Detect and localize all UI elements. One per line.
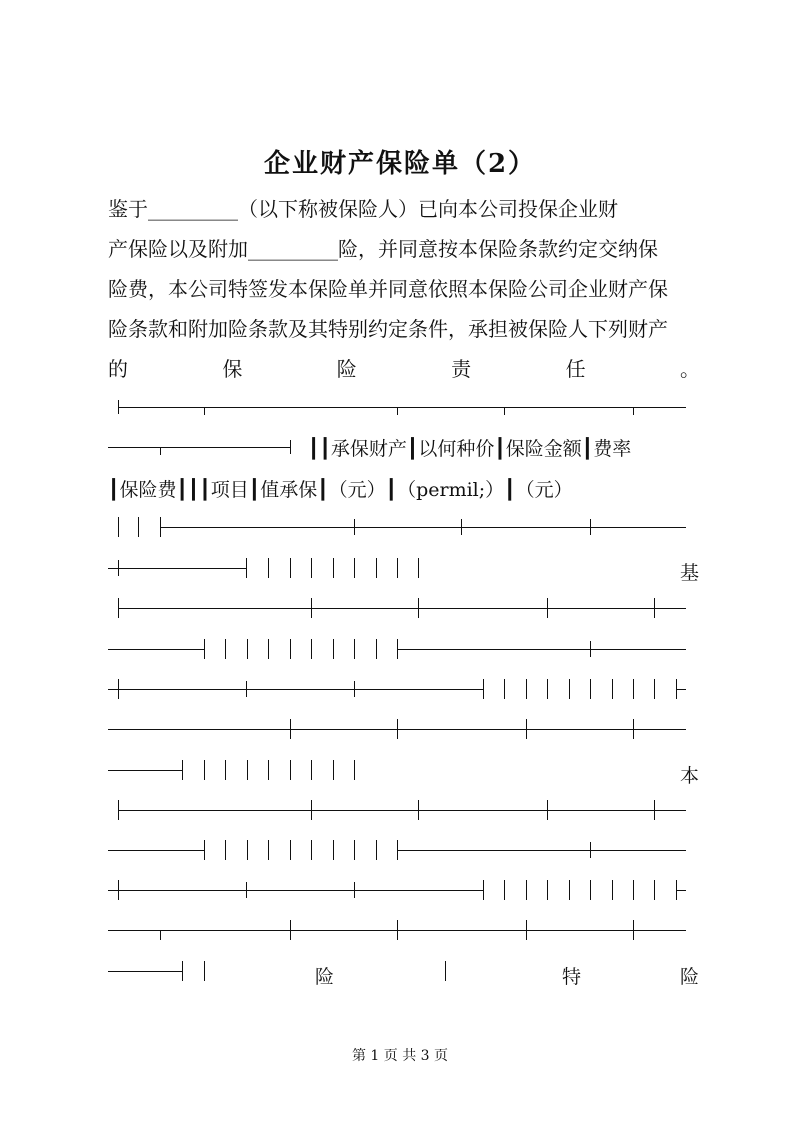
table-tick bbox=[290, 440, 291, 454]
table-rule bbox=[160, 527, 686, 528]
table-tick bbox=[590, 880, 591, 900]
paragraph-line: 鉴于_________（以下称被保险人）已向本公司投保企业财 bbox=[108, 197, 618, 221]
table-tick bbox=[418, 598, 419, 618]
justified-char: 保 bbox=[222, 357, 243, 381]
table-rule bbox=[108, 689, 484, 690]
table-tick bbox=[418, 800, 419, 820]
table-tick bbox=[246, 882, 247, 898]
table-tick bbox=[376, 639, 377, 659]
table-tick bbox=[526, 719, 527, 739]
table-rule bbox=[118, 608, 686, 609]
table-tick bbox=[633, 920, 634, 940]
table-tick bbox=[504, 407, 505, 415]
justified-char: 责 bbox=[451, 357, 472, 381]
table-tick bbox=[290, 840, 291, 860]
table-tick bbox=[590, 842, 591, 858]
paragraph-justified-line bbox=[108, 353, 700, 382]
table-tick bbox=[204, 407, 205, 415]
table-tick bbox=[397, 407, 398, 415]
page-footer: 第 1 页 共 3 页 bbox=[351, 1048, 449, 1064]
table-tick bbox=[397, 719, 398, 739]
table-rule bbox=[108, 447, 290, 448]
table-tick bbox=[590, 519, 591, 535]
table-tick bbox=[654, 598, 655, 618]
table-tick bbox=[654, 800, 655, 820]
table-tick bbox=[590, 679, 591, 699]
table-tick bbox=[204, 840, 205, 860]
table-rule bbox=[676, 689, 686, 690]
table-tick bbox=[526, 920, 527, 940]
table-tick bbox=[354, 639, 355, 659]
table-rule bbox=[108, 568, 246, 569]
table-tick bbox=[118, 598, 119, 618]
table-tick bbox=[526, 880, 527, 900]
table-tick bbox=[204, 760, 205, 780]
table-tick bbox=[311, 840, 312, 860]
table-rule bbox=[108, 890, 484, 891]
table-tick bbox=[654, 679, 655, 699]
table-tick bbox=[333, 558, 334, 578]
table-tick bbox=[118, 517, 119, 537]
table-tick bbox=[290, 558, 291, 578]
table-tick bbox=[483, 880, 484, 900]
table-tick bbox=[483, 679, 484, 699]
table-tick bbox=[247, 639, 248, 659]
side-label-ji: 基 bbox=[680, 562, 700, 584]
table-tick bbox=[354, 519, 355, 535]
table-tick bbox=[247, 840, 248, 860]
table-tick bbox=[654, 880, 655, 900]
page-title: 企业财产保险单（2） bbox=[263, 149, 537, 179]
table-tick bbox=[547, 679, 548, 699]
justified-char: 的 bbox=[108, 357, 128, 381]
table-tick bbox=[268, 558, 269, 578]
table-tick bbox=[569, 880, 570, 900]
table-tick bbox=[246, 681, 247, 697]
table-tick bbox=[633, 679, 634, 699]
table-tick bbox=[333, 760, 334, 780]
table-rule bbox=[118, 810, 686, 811]
table-tick bbox=[547, 880, 548, 900]
bottom-label-xian: 险 bbox=[315, 966, 335, 988]
justified-char: 险 bbox=[336, 357, 357, 381]
table-tick bbox=[418, 558, 419, 578]
table-tick bbox=[311, 760, 312, 780]
table-tick bbox=[333, 639, 334, 659]
table-tick bbox=[290, 719, 291, 739]
table-tick bbox=[268, 639, 269, 659]
table-tick bbox=[160, 447, 161, 455]
table-tick bbox=[354, 760, 355, 780]
table-tick bbox=[225, 840, 226, 860]
table-tick bbox=[268, 840, 269, 860]
table-tick bbox=[612, 679, 613, 699]
table-tick bbox=[182, 760, 183, 780]
table-rule bbox=[108, 971, 182, 972]
table-tick bbox=[354, 681, 355, 697]
table-tick bbox=[633, 407, 634, 415]
table-tick bbox=[246, 558, 247, 578]
table-tick bbox=[118, 560, 119, 576]
bottom-label-te: 特 bbox=[562, 966, 582, 988]
table-tick bbox=[397, 558, 398, 578]
table-rule bbox=[108, 850, 204, 851]
table-tick bbox=[547, 598, 548, 618]
table-rule bbox=[108, 649, 204, 650]
table-tick bbox=[204, 639, 205, 659]
justified-char: 。 bbox=[679, 357, 700, 381]
table-tick bbox=[526, 679, 527, 699]
table-tick bbox=[247, 760, 248, 780]
table-rule bbox=[397, 850, 686, 851]
table-tick bbox=[118, 679, 119, 699]
table-tick bbox=[225, 639, 226, 659]
table-tick bbox=[290, 639, 291, 659]
table-tick bbox=[633, 880, 634, 900]
table-tick bbox=[311, 639, 312, 659]
table-tick bbox=[547, 800, 548, 820]
table-tick bbox=[504, 880, 505, 900]
bottom-label-xian: 险 bbox=[680, 966, 700, 988]
table-rule bbox=[108, 770, 182, 771]
table-tick bbox=[118, 800, 119, 820]
paragraph-line: 险条款和附加险条款及其特别约定条件，承担被保险人下列财产 bbox=[108, 317, 668, 341]
table-tick bbox=[138, 517, 139, 537]
table-tick bbox=[376, 840, 377, 860]
table-header-row: ┃保险费┃┃┃项目┃值承保┃（元）┃（permil;）┃（元） bbox=[108, 479, 573, 501]
table-tick bbox=[354, 882, 355, 898]
table-tick bbox=[612, 880, 613, 900]
table-tick bbox=[160, 930, 161, 940]
table-tick bbox=[376, 558, 377, 578]
table-tick bbox=[204, 961, 205, 981]
table-tick bbox=[182, 961, 183, 981]
table-tick bbox=[225, 760, 226, 780]
table-rule bbox=[397, 649, 686, 650]
table-tick bbox=[354, 558, 355, 578]
table-tick bbox=[290, 760, 291, 780]
table-tick bbox=[504, 679, 505, 699]
table-tick bbox=[461, 519, 462, 535]
table-tick bbox=[290, 920, 291, 940]
table-tick bbox=[268, 760, 269, 780]
table-tick bbox=[311, 800, 312, 820]
table-tick bbox=[311, 558, 312, 578]
table-tick bbox=[311, 598, 312, 618]
header-row-text: ┃┃承保财产┃以何种价┃保险金额┃费率 bbox=[308, 438, 632, 460]
paragraph-line: 险费，本公司特签发本保险单并同意依照本保险公司企业财产保 bbox=[108, 277, 668, 301]
table-tick bbox=[354, 840, 355, 860]
table-tick bbox=[333, 840, 334, 860]
side-label-ben: 本 bbox=[680, 765, 700, 787]
paragraph-line: 产保险以及附加_________险，并同意按本保险条款约定交纳保 bbox=[108, 237, 658, 261]
table-tick bbox=[590, 641, 591, 657]
table-tick bbox=[118, 400, 119, 414]
justified-char: 任 bbox=[565, 357, 586, 381]
table-tick bbox=[445, 961, 446, 981]
table-tick bbox=[569, 679, 570, 699]
table-tick bbox=[160, 517, 161, 537]
table-tick bbox=[118, 880, 119, 900]
table-tick bbox=[397, 920, 398, 940]
table-rule bbox=[676, 890, 686, 891]
table-tick bbox=[633, 719, 634, 739]
